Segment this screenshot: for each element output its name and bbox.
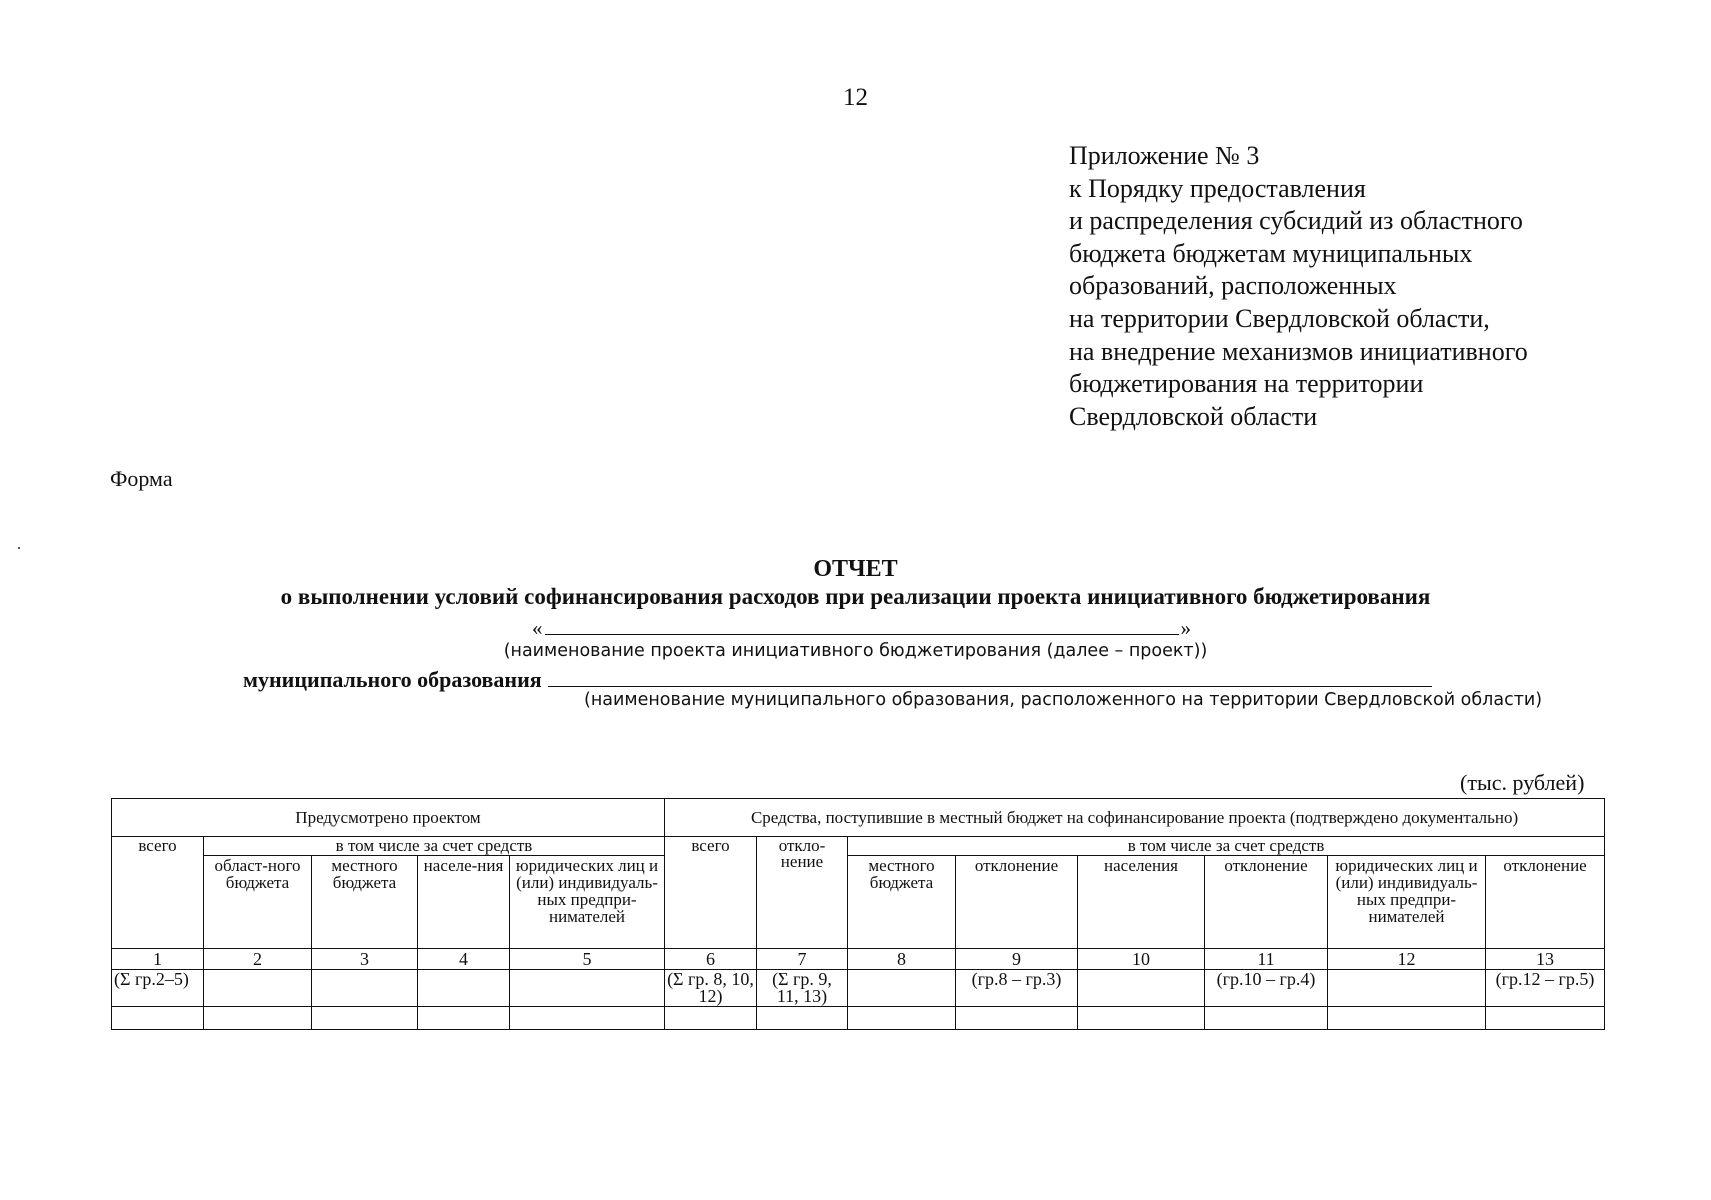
formula-row	[112, 970, 1605, 1007]
formula-cell[interactable]	[418, 970, 510, 1007]
report-title: ОТЧЕТ	[813, 556, 898, 582]
data-cell[interactable]	[1486, 1007, 1605, 1030]
formula-cell[interactable]: (Σ гр. 9, 11, 13)	[757, 970, 848, 1007]
column-number: 7	[757, 949, 848, 970]
municipality-name-field[interactable]	[548, 666, 1432, 687]
close-quote: »	[1180, 616, 1191, 640]
column-number: 2	[204, 949, 312, 970]
appendix-line: к Порядку предоставления	[1069, 173, 1366, 203]
formula-cell[interactable]: (гр.10 – гр.4)	[1205, 970, 1328, 1007]
appendix-block	[1069, 140, 1528, 433]
header-total-planned: всего	[112, 837, 204, 949]
header-including-planned: в том числе за счет средств	[204, 837, 665, 856]
report-table	[111, 798, 1605, 1030]
column-number: 13	[1486, 949, 1605, 970]
formula-cell[interactable]: (гр.8 – гр.3)	[956, 970, 1078, 1007]
column-number: 12	[1328, 949, 1486, 970]
scan-speck	[18, 547, 20, 549]
report-subtitle: о выполнении условий софинансирования расходов при реализации проекта инициативного бюджетирования	[280, 584, 1431, 609]
data-cell[interactable]	[510, 1007, 665, 1030]
municipality-caption: (наименование муниципального образования, расположенного на территории Свердловской области)	[584, 690, 1543, 710]
project-name-field[interactable]	[545, 614, 1179, 635]
appendix-line: на внедрение механизмов инициативного	[1069, 336, 1528, 366]
column-number: 6	[665, 949, 757, 970]
data-cell[interactable]	[112, 1007, 204, 1030]
data-cell[interactable]	[1205, 1007, 1328, 1030]
formula-cell[interactable]: (Σ гр. 8, 10, 12)	[665, 970, 757, 1007]
data-cell[interactable]	[1078, 1007, 1205, 1030]
appendix-line: Свердловской области	[1069, 401, 1318, 431]
column-number: 8	[848, 949, 956, 970]
header-including-received: в том числе за счет средств	[848, 837, 1605, 856]
appendix-line: Приложение № 3	[1069, 141, 1260, 170]
column-number-row	[112, 949, 1605, 970]
appendix-line: бюджетирования на территории	[1069, 369, 1424, 399]
header-received: Средства, поступившие в местный бюджет на софинансирование проекта (подтверждено документально)	[665, 799, 1605, 837]
appendix-line: бюджета бюджетам муниципальных	[1069, 238, 1473, 268]
column-number: 4	[418, 949, 510, 970]
column-number: 10	[1078, 949, 1205, 970]
column-number: 3	[312, 949, 418, 970]
header-local-budget-received: местного бюджета	[848, 856, 956, 949]
open-quote: «	[532, 616, 543, 640]
page-number: 12	[843, 84, 868, 111]
header-deviation-population: отклонение	[1205, 856, 1328, 949]
column-number: 9	[956, 949, 1078, 970]
data-cell[interactable]	[848, 1007, 956, 1030]
header-deviation-local: отклонение	[956, 856, 1078, 949]
data-row	[112, 1007, 1605, 1030]
municipality-line	[243, 666, 1432, 693]
form-label: Форма	[110, 466, 173, 491]
header-population-received: населения	[1078, 856, 1205, 949]
formula-cell[interactable]: (гр.12 – гр.5)	[1486, 970, 1605, 1007]
data-cell[interactable]	[665, 1007, 757, 1030]
formula-cell[interactable]	[510, 970, 665, 1007]
data-cell[interactable]	[956, 1007, 1078, 1030]
header-total-received: всего	[665, 837, 757, 949]
header-legal-entities: юридических лиц и (или) индивидуаль-ных предпри-нимателей	[510, 856, 665, 949]
formula-cell[interactable]: (Σ гр.2–5)	[112, 970, 204, 1007]
data-cell[interactable]	[204, 1007, 312, 1030]
formula-cell[interactable]	[312, 970, 418, 1007]
data-cell[interactable]	[418, 1007, 510, 1030]
municipality-label: муниципального образования	[243, 667, 542, 692]
data-cell[interactable]	[1328, 1007, 1486, 1030]
project-name-line	[532, 614, 1191, 641]
header-planned: Предусмотрено проектом	[112, 799, 665, 837]
units-label: (тыс. рублей)	[1460, 770, 1585, 795]
formula-cell[interactable]	[204, 970, 312, 1007]
appendix-line: на территории Свердловской области,	[1069, 303, 1490, 333]
formula-cell[interactable]	[1328, 970, 1486, 1007]
data-cell[interactable]	[757, 1007, 848, 1030]
header-legal-entities-received: юридических лиц и (или) индивидуаль-ных предпри-нимателей	[1328, 856, 1486, 949]
appendix-line: образований, расположенных	[1069, 271, 1397, 301]
column-number: 5	[510, 949, 665, 970]
header-regional-budget: област-ного бюджета	[204, 856, 312, 949]
data-cell[interactable]	[312, 1007, 418, 1030]
column-number: 1	[112, 949, 204, 970]
formula-cell[interactable]	[848, 970, 956, 1007]
header-deviation-legal: отклонение	[1486, 856, 1605, 949]
formula-cell[interactable]	[1078, 970, 1205, 1007]
appendix-line: и распределения субсидий из областного	[1069, 206, 1523, 236]
header-deviation-total: откло-нение	[757, 837, 848, 949]
header-population: населе-ния	[418, 856, 510, 949]
column-number: 11	[1205, 949, 1328, 970]
project-name-caption: (наименование проекта инициативного бюджетирования (далее – проект))	[503, 641, 1208, 661]
header-local-budget: местного бюджета	[312, 856, 418, 949]
